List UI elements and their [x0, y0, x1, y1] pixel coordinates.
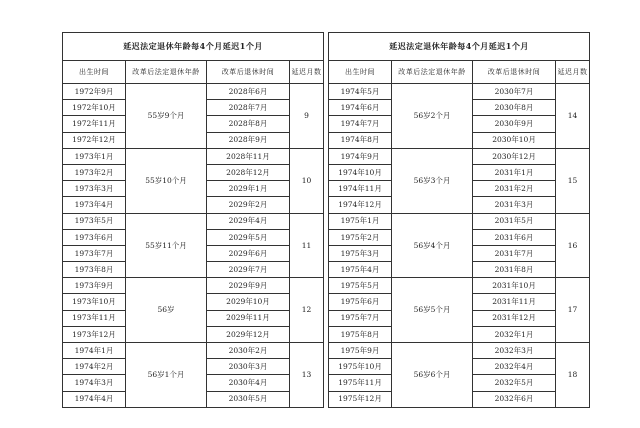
- table-row: [329, 278, 590, 294]
- retirement-date-cell: 2028年9月: [207, 132, 290, 148]
- retirement-date-cell: 2029年4月: [207, 213, 290, 229]
- retirement-age-cell: 56岁2个月: [392, 84, 473, 149]
- birth-date-cell: 1974年9月: [329, 148, 392, 164]
- birth-date-cell: 1974年8月: [329, 132, 392, 148]
- birth-date-cell: 1975年6月: [329, 294, 392, 310]
- column-header: 改革后退休时间: [207, 61, 290, 84]
- birth-date-cell: 1972年9月: [63, 84, 126, 100]
- birth-date-cell: 1975年12月: [329, 391, 392, 407]
- birth-date-cell: 1973年4月: [63, 197, 126, 213]
- retirement-age-cell: 56岁1个月: [126, 343, 207, 408]
- column-header: 出生时间: [329, 61, 392, 84]
- retirement-date-cell: 2028年7月: [207, 100, 290, 116]
- delay-months-cell: 18: [556, 343, 590, 408]
- table-row: [329, 213, 590, 229]
- retirement-date-cell: 2030年2月: [207, 343, 290, 359]
- table-row: [329, 148, 590, 164]
- retirement-date-cell: 2031年10月: [473, 278, 556, 294]
- birth-date-cell: 1975年4月: [329, 262, 392, 278]
- retirement-date-cell: 2030年12月: [473, 148, 556, 164]
- table-title: 延迟法定退休年龄每4个月延迟1个月: [63, 33, 324, 61]
- retirement-date-cell: 2032年5月: [473, 375, 556, 391]
- delay-months-cell: 12: [290, 278, 324, 343]
- retirement-table-left: [62, 32, 324, 408]
- retirement-date-cell: 2030年8月: [473, 100, 556, 116]
- retirement-date-cell: 2030年7月: [473, 84, 556, 100]
- table-row: [63, 343, 324, 359]
- birth-date-cell: 1973年11月: [63, 310, 126, 326]
- birth-date-cell: 1973年7月: [63, 245, 126, 261]
- birth-date-cell: 1974年10月: [329, 164, 392, 180]
- retirement-age-cell: 56岁4个月: [392, 213, 473, 278]
- birth-date-cell: 1973年3月: [63, 181, 126, 197]
- column-header: 延迟月数: [290, 61, 324, 84]
- header-row: [329, 61, 590, 84]
- retirement-date-cell: 2029年6月: [207, 245, 290, 261]
- column-header: 改革后退休时间: [473, 61, 556, 84]
- retirement-date-cell: 2028年8月: [207, 116, 290, 132]
- birth-date-cell: 1975年10月: [329, 359, 392, 375]
- table-row: [63, 278, 324, 294]
- delay-months-cell: 15: [556, 148, 590, 213]
- retirement-age-cell: 56岁: [126, 278, 207, 343]
- retirement-date-cell: 2032年6月: [473, 391, 556, 407]
- delay-months-cell: 17: [556, 278, 590, 343]
- retirement-date-cell: 2028年6月: [207, 84, 290, 100]
- birth-date-cell: 1973年2月: [63, 164, 126, 180]
- birth-date-cell: 1975年2月: [329, 229, 392, 245]
- birth-date-cell: 1973年10月: [63, 294, 126, 310]
- retirement-date-cell: 2031年3月: [473, 197, 556, 213]
- retirement-date-cell: 2029年5月: [207, 229, 290, 245]
- retirement-date-cell: 2028年12月: [207, 164, 290, 180]
- birth-date-cell: 1973年8月: [63, 262, 126, 278]
- retirement-date-cell: 2032年1月: [473, 326, 556, 342]
- birth-date-cell: 1974年6月: [329, 100, 392, 116]
- retirement-date-cell: 2031年11月: [473, 294, 556, 310]
- delay-months-cell: 9: [290, 84, 324, 149]
- retirement-date-cell: 2029年10月: [207, 294, 290, 310]
- retirement-date-cell: 2031年1月: [473, 164, 556, 180]
- retirement-date-cell: 2031年7月: [473, 245, 556, 261]
- delay-months-cell: 13: [290, 343, 324, 408]
- retirement-date-cell: 2030年4月: [207, 375, 290, 391]
- title-row: [63, 33, 324, 61]
- birth-date-cell: 1973年1月: [63, 148, 126, 164]
- table-row: [63, 148, 324, 164]
- retirement-age-cell: 55岁11个月: [126, 213, 207, 278]
- table-row: [329, 343, 590, 359]
- retirement-delay-sheet: [62, 32, 590, 408]
- retirement-date-cell: 2029年11月: [207, 310, 290, 326]
- retirement-date-cell: 2028年11月: [207, 148, 290, 164]
- retirement-date-cell: 2029年7月: [207, 262, 290, 278]
- retirement-date-cell: 2029年12月: [207, 326, 290, 342]
- column-header: 出生时间: [63, 61, 126, 84]
- birth-date-cell: 1974年3月: [63, 375, 126, 391]
- birth-date-cell: 1972年10月: [63, 100, 126, 116]
- birth-date-cell: 1973年12月: [63, 326, 126, 342]
- retirement-date-cell: 2030年5月: [207, 391, 290, 407]
- retirement-age-cell: 56岁5个月: [392, 278, 473, 343]
- birth-date-cell: 1973年6月: [63, 229, 126, 245]
- retirement-date-cell: 2031年12月: [473, 310, 556, 326]
- birth-date-cell: 1974年1月: [63, 343, 126, 359]
- birth-date-cell: 1973年5月: [63, 213, 126, 229]
- birth-date-cell: 1975年5月: [329, 278, 392, 294]
- retirement-date-cell: 2030年10月: [473, 132, 556, 148]
- birth-date-cell: 1974年7月: [329, 116, 392, 132]
- retirement-age-cell: 56岁3个月: [392, 148, 473, 213]
- retirement-date-cell: 2030年9月: [473, 116, 556, 132]
- birth-date-cell: 1975年3月: [329, 245, 392, 261]
- retirement-date-cell: 2029年2月: [207, 197, 290, 213]
- birth-date-cell: 1973年9月: [63, 278, 126, 294]
- table-row: [63, 213, 324, 229]
- birth-date-cell: 1975年11月: [329, 375, 392, 391]
- birth-date-cell: 1975年9月: [329, 343, 392, 359]
- retirement-date-cell: 2031年2月: [473, 181, 556, 197]
- column-header: 改革后法定退休年龄: [126, 61, 207, 84]
- retirement-date-cell: 2031年5月: [473, 213, 556, 229]
- birth-date-cell: 1974年12月: [329, 197, 392, 213]
- birth-date-cell: 1972年12月: [63, 132, 126, 148]
- delay-months-cell: 11: [290, 213, 324, 278]
- birth-date-cell: 1972年11月: [63, 116, 126, 132]
- header-row: [63, 61, 324, 84]
- retirement-table-right: [328, 32, 590, 408]
- retirement-date-cell: 2031年8月: [473, 262, 556, 278]
- birth-date-cell: 1975年1月: [329, 213, 392, 229]
- retirement-age-cell: 55岁9个月: [126, 84, 207, 149]
- birth-date-cell: 1975年8月: [329, 326, 392, 342]
- retirement-date-cell: 2032年4月: [473, 359, 556, 375]
- title-row: [329, 33, 590, 61]
- birth-date-cell: 1974年11月: [329, 181, 392, 197]
- retirement-date-cell: 2032年3月: [473, 343, 556, 359]
- retirement-date-cell: 2029年1月: [207, 181, 290, 197]
- retirement-age-cell: 56岁6个月: [392, 343, 473, 408]
- birth-date-cell: 1974年5月: [329, 84, 392, 100]
- retirement-date-cell: 2029年9月: [207, 278, 290, 294]
- delay-months-cell: 16: [556, 213, 590, 278]
- table-title: 延迟法定退休年龄每4个月延迟1个月: [329, 33, 590, 61]
- retirement-date-cell: 2031年6月: [473, 229, 556, 245]
- retirement-date-cell: 2030年3月: [207, 359, 290, 375]
- birth-date-cell: 1974年2月: [63, 359, 126, 375]
- column-header: 延迟月数: [556, 61, 590, 84]
- table-row: [63, 84, 324, 100]
- delay-months-cell: 14: [556, 84, 590, 149]
- column-header: 改革后法定退休年龄: [392, 61, 473, 84]
- birth-date-cell: 1974年4月: [63, 391, 126, 407]
- retirement-age-cell: 55岁10个月: [126, 148, 207, 213]
- birth-date-cell: 1975年7月: [329, 310, 392, 326]
- table-row: [329, 84, 590, 100]
- delay-months-cell: 10: [290, 148, 324, 213]
